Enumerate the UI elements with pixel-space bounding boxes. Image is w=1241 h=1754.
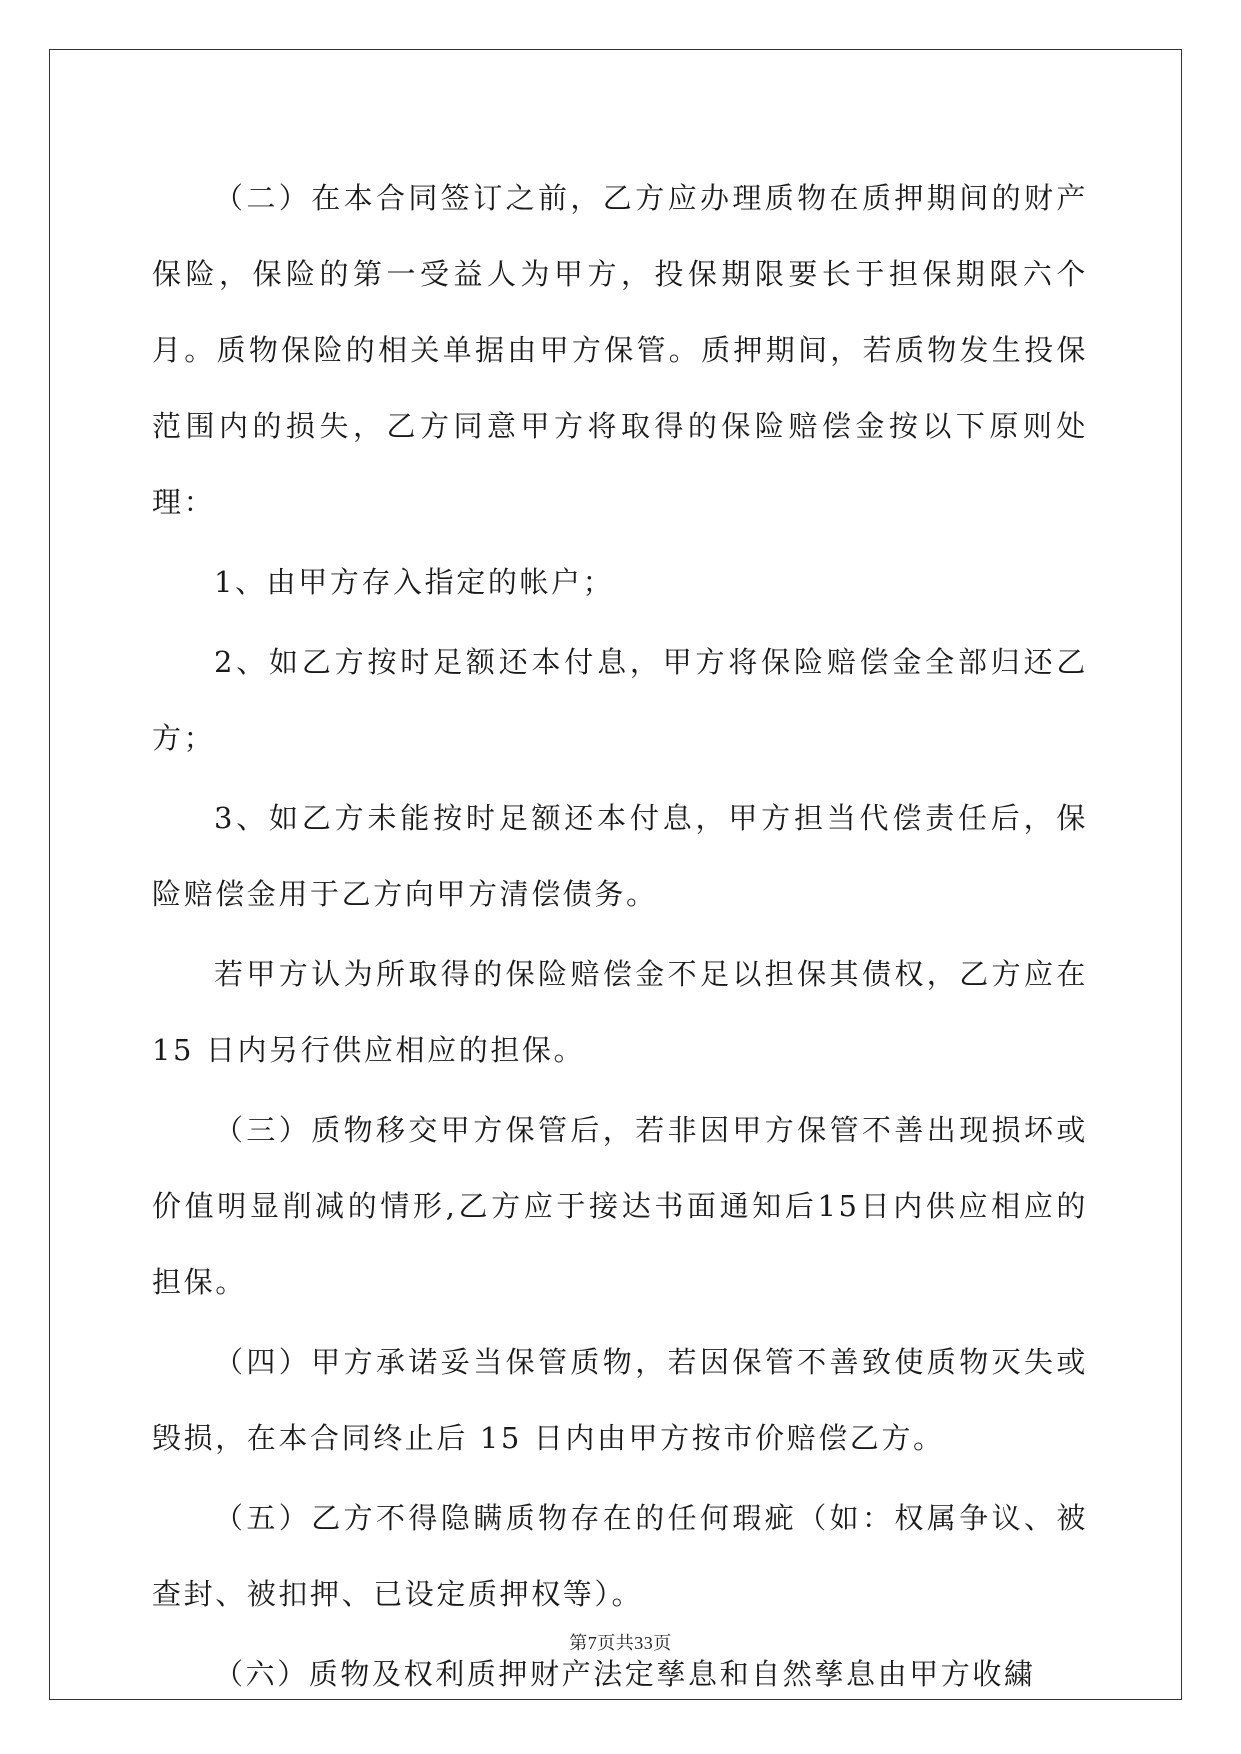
paragraph-clause-3: （三）质物移交甲方保管后，若非因甲方保管不善出现损坏或价值明显削减的情形,乙方应于接达书面通知后15日内供应相应的担保。: [152, 1113, 1088, 1299]
paragraph-item-1: 1、由甲方存入指定的帐户；: [214, 565, 615, 599]
paragraph-clause-4: （四）甲方承诺妥当保管质物，若因保管不善致使质物灭失或毁损，在本合同终止后 15 日内由甲方按市价赔偿乙方。: [152, 1345, 1088, 1455]
document-body: [152, 160, 1088, 1716]
paragraph-clause-5: （五）乙方不得隐瞒质物存在的任何瑕疵（如：权属争议、被查封、被扣押、已设定质押权等）。: [152, 1501, 1088, 1611]
paragraph-item-3: 3、如乙方未能按时足额还本付息，甲方担当代偿责任后，保险赔偿金用于乙方向甲方清偿债务。: [152, 801, 1088, 911]
paragraph-supplement: 若甲方认为所取得的保险赔偿金不足以担保其债权，乙方应在 15 日内另行供应相应的担保。: [152, 957, 1088, 1067]
page-footer: [0, 1629, 1241, 1655]
page-number-total: 共33页: [615, 1633, 672, 1653]
paragraph-clause-2: （二）在本合同签订之前，乙方应办理质物在质押期间的财产保险，保险的第一受益人为甲方，投保期限要长于担保期限六个月。质物保险的相关单据由甲方保管。质押期间，若质物发生投保范围内的损失，乙方同意甲方将取得的保险赔偿金按以下原则处理：: [152, 181, 1088, 519]
paragraph-clause-6: （六）质物及权利质押财产法定孳息和自然孳息由甲方收繍: [214, 1657, 1036, 1691]
paragraph-item-2: 2、如乙方按时足额还本付息，甲方将保险赔偿金全部归还乙方；: [152, 645, 1088, 755]
page-number-current: 第7页: [569, 1633, 616, 1653]
